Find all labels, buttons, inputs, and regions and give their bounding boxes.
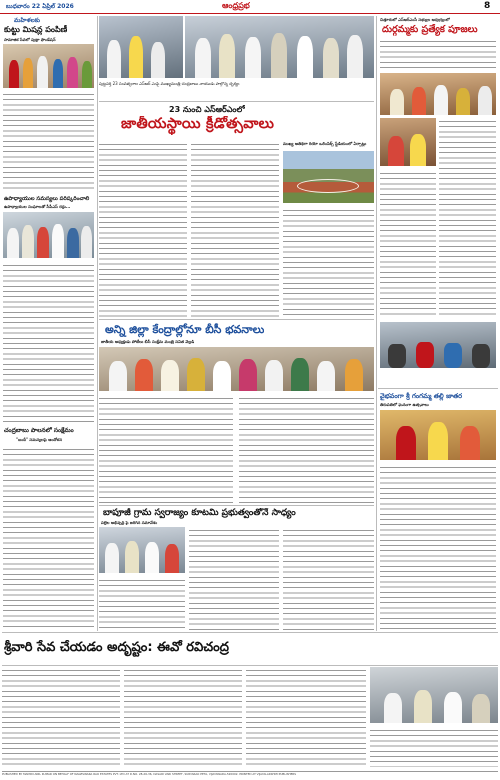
top-photo-left xyxy=(99,16,183,78)
right-story2-sub: తిరుపతిలో ఘనంగా ఉత్సవాలు xyxy=(380,402,429,407)
right-photo-2 xyxy=(380,118,436,166)
second-sub: జాతీయ అధ్యక్షుడు పోటీలు బీసీ సంక్షేమ మంత్రి సవిత వెల్లడి xyxy=(101,339,195,344)
bottom-title: శ్రీవారి సేవ చేయడం అదృష్టం: ఈవో రవిచంద్ర xyxy=(4,640,229,655)
lead-body-col3 xyxy=(283,207,374,318)
right-story2-title: వైభవంగా శ్రీ గంగమ్మ తల్లి జాతర xyxy=(380,392,463,400)
right-photo-3 xyxy=(380,322,496,368)
left-story1-sub: సామాజిక సేవలో పుట్టా ఫౌండేషన్ xyxy=(4,37,56,42)
left-photo-2 xyxy=(3,212,94,258)
left-photo-1 xyxy=(3,44,94,88)
third-photo xyxy=(99,527,185,573)
left-story2-body xyxy=(3,262,94,422)
lead-story xyxy=(99,103,374,318)
left-story3-title: చంద్రబాబు పాలనలో సంక్షేమం xyxy=(4,427,74,434)
right-story1-intro xyxy=(380,38,496,70)
date-line: బుధవారం 22 ఏప్రిల్ 2026 xyxy=(6,3,74,10)
right-story2-body xyxy=(380,464,496,630)
top-center-block xyxy=(99,16,374,100)
left-story1-body xyxy=(3,91,94,191)
right-story1-body-a xyxy=(439,118,496,318)
left-story3-body xyxy=(3,446,94,630)
right-story1-kicker: చిత్తూరులో ఎస్ఆర్ఎంసీ సభ్యుల ఆధ్వర్యంలో xyxy=(380,17,450,22)
third-body-col1 xyxy=(99,577,185,631)
lead-stadium-photo xyxy=(283,151,374,203)
bottom-story xyxy=(2,634,498,664)
right-story1-title: దుర్గమ్మకు ప్రత్యేక పూజలు xyxy=(382,24,478,35)
page-number: 8 xyxy=(484,1,491,11)
right-column xyxy=(378,16,498,632)
second-body-col1 xyxy=(99,395,233,504)
lead-title: జాతీయస్థాయి క్రీడోత్సవాలు xyxy=(121,116,275,132)
masthead xyxy=(0,0,500,14)
bottom-body xyxy=(2,667,498,769)
right-story1-body-b xyxy=(380,170,436,318)
footer-imprint: PUBLISHED BY MAMIDI ANIL KUMAR ON BEHALF OF NAGESWARA RAO ESTATES PVT. LTD AT D.NO. 28-26-36, DASARI VARI STREET, SURYARAO PETA, VIJAYAWADA-520002. PRINTED AT VIJAYALAKSHMI PUBLISHERS xyxy=(2,771,498,779)
lead-photo-caption: ముఖ్య అతిథిగా రియో ఒలింపిక్స్ స్టేడియంలో ఏర్పాట్లు xyxy=(283,141,367,146)
lead-body-col2 xyxy=(191,141,279,318)
lead-kicker: 23 నుంచి ఎస్ఆర్ఎంలో xyxy=(169,105,245,114)
third-body-col3 xyxy=(283,527,374,631)
third-title: బాపూజీ గ్రామ స్వరాజ్యం కూటమి ప్రభుత్వంతోనే సాధ్యం xyxy=(103,508,296,518)
second-body-col2 xyxy=(239,395,374,504)
left-story1-title: కుట్టు మిషన్ల పంపిణీ xyxy=(4,25,68,34)
left-column xyxy=(2,16,95,632)
top-photo-right xyxy=(185,16,374,78)
bottom-photo xyxy=(370,667,498,723)
third-story xyxy=(99,507,374,631)
left-story1-kicker: మహిళలకు xyxy=(14,17,40,24)
lead-body-col1 xyxy=(99,141,187,318)
left-story3-sub: "బందీ" సమస్యలపై ఆందోళన xyxy=(16,437,63,442)
third-body-col2 xyxy=(189,527,279,631)
second-title: అన్ని జిల్లా కేంద్రాల్లోనూ బీసీ భవనాలు xyxy=(105,323,265,336)
second-story xyxy=(99,321,374,504)
paper-name: ఆంధ్రప్రభ xyxy=(222,1,250,10)
left-story2-title: ఉపాధ్యాయుల సమస్యలు పరిష్కరించాలి xyxy=(4,196,90,202)
right-photo-4 xyxy=(380,410,496,460)
top-photo-caption: పుట్టపర్తి 23 సంవత్సరాల ఎస్ఆర్ ఎంపై ముఖ్యమంత్రి చంద్రబాబు నాయుడు పాల్గొన్న దృశ్యం xyxy=(99,81,240,86)
right-photo-1 xyxy=(380,73,496,115)
third-sub: పల్లెల అభివృద్ధి పై జరిగిన సమావేశం xyxy=(101,520,158,525)
left-story2-sub: ఉపాధ్యాయుల సంఘాలతో సీపీఎస్ రద్దు... xyxy=(4,204,71,209)
second-photo xyxy=(99,347,374,391)
